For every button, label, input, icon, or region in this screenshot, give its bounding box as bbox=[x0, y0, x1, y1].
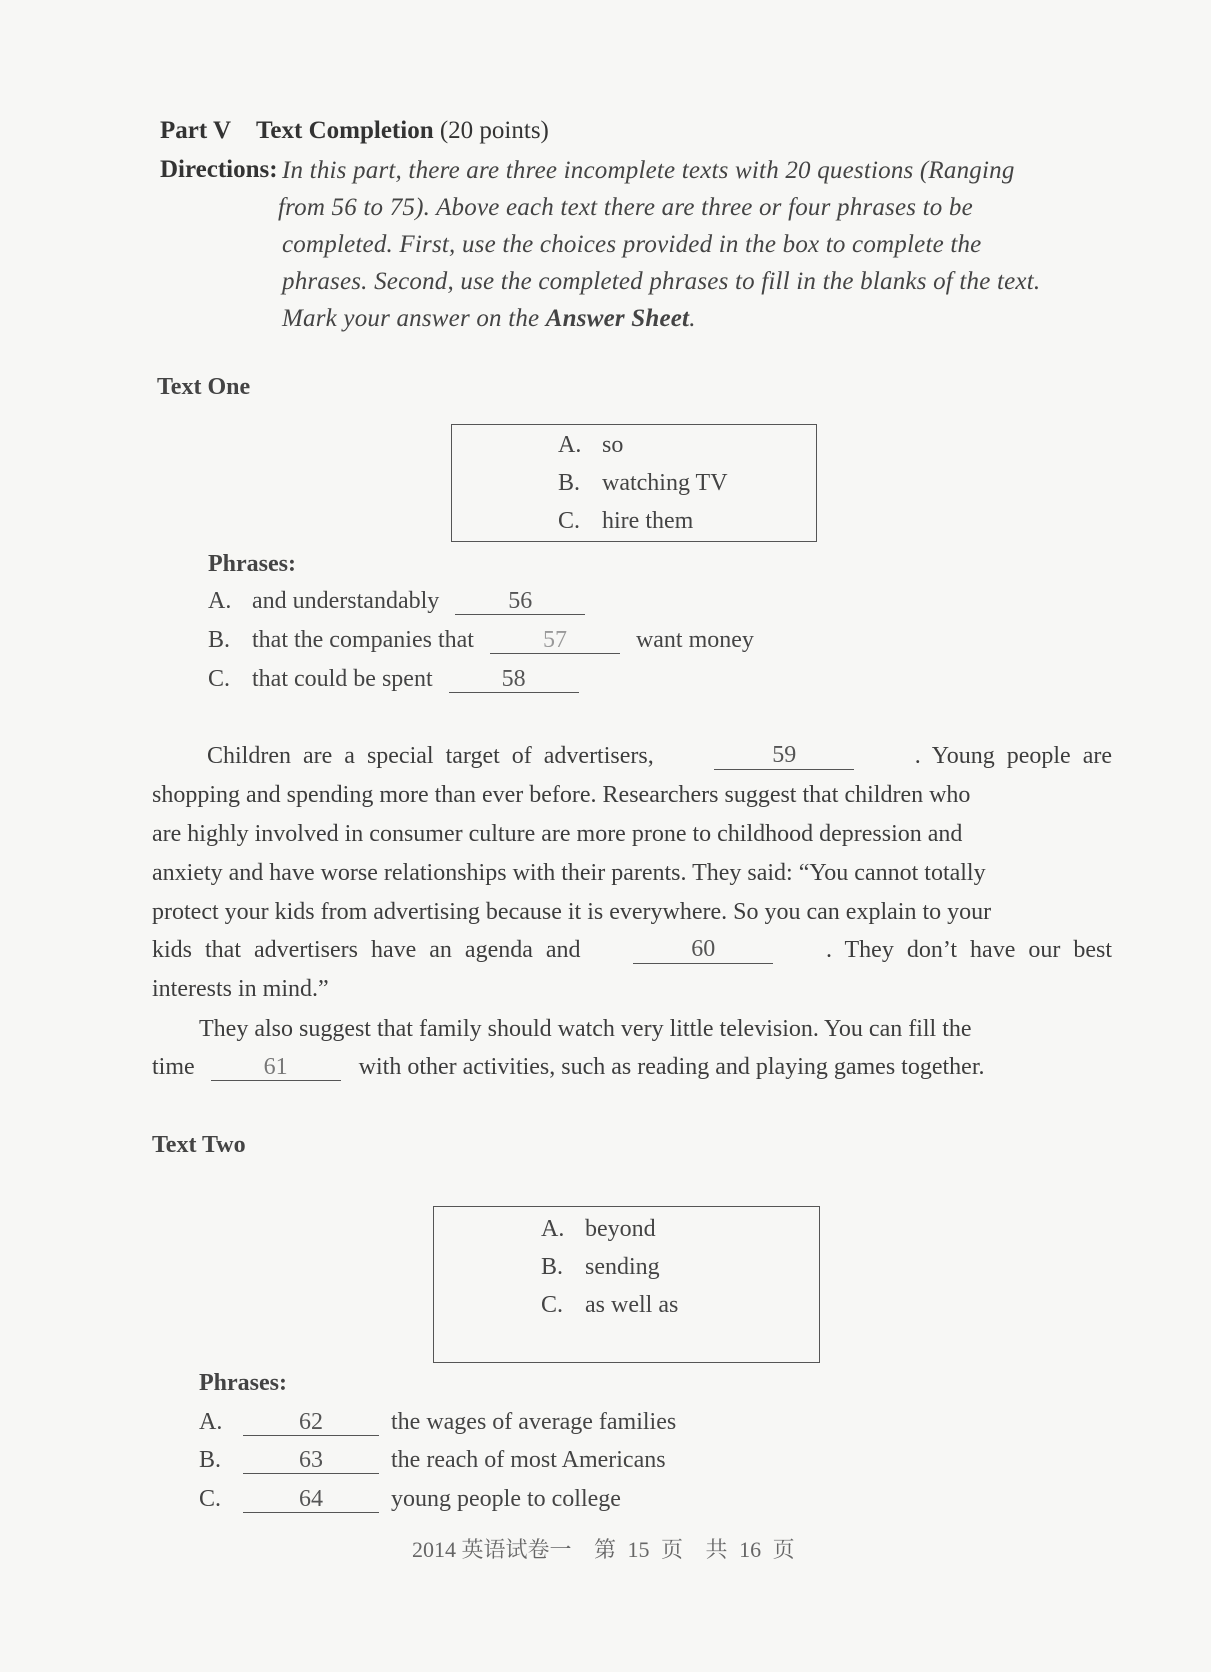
answer-blank[interactable]: 59 bbox=[714, 743, 854, 770]
answer-blank[interactable]: 60 bbox=[633, 937, 773, 964]
paragraph-line: protect your kids from advertising because it is everywhere. So you can explain to your bbox=[152, 899, 992, 925]
part-name: Text Completion bbox=[256, 117, 434, 144]
page-footer: 2014 英语试卷一 第 15 页 共 16 页 bbox=[412, 1537, 795, 1562]
answer-blank[interactable]: 56 bbox=[455, 589, 585, 615]
paragraph-line: time 61 with other activities, such as reading and playing games together. bbox=[152, 1054, 985, 1080]
paragraph-line: are highly involved in consumer culture are more prone to childhood depression and bbox=[152, 821, 963, 847]
part-points: (20 points) bbox=[439, 117, 549, 144]
text-one-choice: B. watching TV bbox=[558, 470, 728, 496]
part-label: Part V bbox=[160, 117, 232, 144]
paragraph-line: Children are a special target of advertisers, 59 . Young people are bbox=[207, 742, 1112, 769]
text-two-phrases-label: Phrases: bbox=[199, 1370, 287, 1396]
text-two-choice: C. as well as bbox=[541, 1292, 679, 1318]
paragraph-line: kids that advertisers have an agenda and 60 . They don’t have our best bbox=[152, 936, 1112, 963]
text-two-phrase: B. 63 the reach of most Americans bbox=[199, 1447, 666, 1473]
text-one-phrases-label: Phrases: bbox=[208, 551, 296, 577]
page-number: 15 bbox=[627, 1537, 650, 1562]
answer-blank[interactable]: 64 bbox=[243, 1487, 379, 1513]
text-one-heading: Text One bbox=[157, 374, 251, 400]
directions-label: Directions: bbox=[160, 156, 278, 183]
directions-line: from 56 to 75). Above each text there are three or four phrases to be bbox=[278, 194, 973, 221]
exam-title: 2014 英语试卷一 bbox=[412, 1537, 572, 1562]
answer-blank[interactable]: 62 bbox=[243, 1410, 379, 1436]
text-two-phrase: C. 64 young people to college bbox=[199, 1486, 621, 1512]
text-one-phrase: B. that the companies that 57 want money bbox=[208, 627, 754, 653]
text-one-choice: A. so bbox=[558, 432, 624, 458]
text-one-choice: C. hire them bbox=[558, 508, 694, 534]
answer-blank[interactable]: 61 bbox=[211, 1055, 341, 1081]
answer-sheet-emphasis: Answer Sheet bbox=[545, 305, 690, 332]
paragraph-line: They also suggest that family should watch very little television. You can fill the bbox=[199, 1016, 972, 1042]
text-two-heading: Text Two bbox=[152, 1132, 246, 1158]
directions-line: completed. First, use the choices provided in the box to complete the bbox=[282, 231, 982, 258]
text-two-choice: B. sending bbox=[541, 1254, 660, 1280]
answer-blank[interactable]: 58 bbox=[449, 667, 579, 693]
paragraph-line: shopping and spending more than ever before. Researchers suggest that children who bbox=[152, 782, 971, 808]
directions-line: In this part, there are three incomplete texts with 20 questions (Ranging bbox=[282, 157, 1015, 184]
text-two-choice: A. beyond bbox=[541, 1216, 656, 1242]
part-title bbox=[160, 117, 549, 145]
text-one-phrase: C. that could be spent 58 bbox=[208, 666, 579, 693]
paragraph-line: interests in mind.” bbox=[152, 976, 329, 1002]
answer-blank[interactable]: 63 bbox=[243, 1448, 379, 1474]
text-one-phrase: A. and understandably 56 bbox=[208, 588, 585, 615]
text-two-phrase: A. 62 the wages of average families bbox=[199, 1409, 677, 1435]
answer-blank[interactable]: 57 bbox=[490, 628, 620, 654]
directions-answer-line: Mark your answer on the Answer Sheet. bbox=[282, 305, 696, 332]
paragraph-line: anxiety and have worse relationships with their parents. They said: “You cannot totally bbox=[152, 860, 986, 886]
directions-line: phrases. Second, use the completed phrases to fill in the blanks of the text. bbox=[282, 268, 1041, 295]
total-pages: 16 bbox=[739, 1537, 762, 1562]
